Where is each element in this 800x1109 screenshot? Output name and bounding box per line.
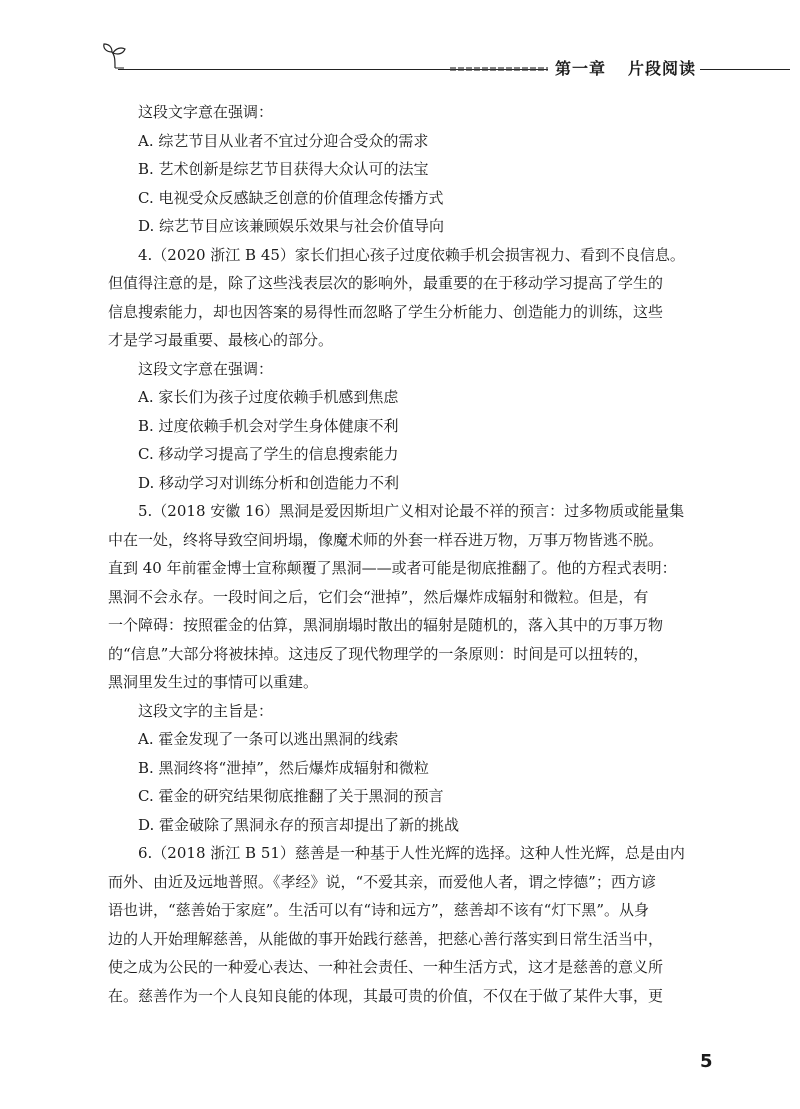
q5-block [108,497,700,839]
q4-line-3: 信息搜索能力，却也因答案的易得性而忽略了学生分析能力、创造能力的训练，这些 [108,302,664,321]
q6-line-6: 在。慈善作为一个人良知良能的体现，其最可贵的价值，不仅在于做了某件大事，更 [108,986,664,1005]
q6-line-2: 而外、由近及远地普照。《孝经》说，“不爱其亲，而爱他人者，谓之悖德”；西方谚 [108,872,656,891]
q5-option-c: C. 霍金的研究结果彻底推翻了关于黑洞的预言 [138,787,444,805]
q5-option-d: D. 霍金破除了黑洞永存的预言却提出了新的挑战 [138,815,460,834]
q4-option-d: D. 移动学习对训练分析和创造能力不利 [138,473,400,492]
q5-option-b: B. 黑洞终将“泄掉”，然后爆炸成辐射和微粒 [138,758,429,777]
header-rule-accent [450,67,548,71]
q4-line-2: 但值得注意的是，除了这些浅表层次的影响外，最重要的在于移动学习提高了学生的 [108,274,664,292]
q4-prompt: 这段文字意在强调： [138,359,274,378]
q5-prompt: 这段文字的主旨是： [138,701,274,720]
q5-line-5: 一个障碍：按照霍金的估算，黑洞崩塌时散出的辐射是随机的，落入其中的万事万物 [108,616,664,634]
header-rule-right [700,69,790,70]
q3-prompt: 这段文字意在强调： [138,103,274,121]
page-number: 5 [700,1051,713,1072]
q4-line-4: 才是学习最重要、最核心的部分。 [108,331,334,349]
q6-line-5: 使之成为公民的一种爱心表达、一种社会责任、一种生活方式，这才是慈善的意义所 [108,958,664,976]
q3-option-a: A. 综艺节目从业者不宜过分迎合受众的需求 [138,131,429,150]
sprout-icon [100,40,130,70]
chapter-label: 第一章 [555,59,607,78]
page-content [108,98,700,1010]
q4-option-b: B. 过度依赖手机会对学生身体健康不利 [138,416,399,435]
q5-line-1: 5.（2018 安徽 16）黑洞是爱因斯坦广义相对论最不祥的预言：过多物质或能量集 [138,502,685,520]
q5-line-6: 的“信息”大部分将被抹掉。这违反了现代物理学的一条原则：时间是可以扭转的， [108,644,649,663]
q6-line-4: 边的人开始理解慈善，从能做的事开始践行慈善，把慈心善行落实到日常生活当中， [108,929,664,948]
q4-line-1: 4.（2020 浙江 B 45）家长们担心孩子过度依赖手机会损害视力、看到不良信息。 [138,245,685,264]
q5-line-2: 中在一处，终将导致空间坍塌，像魔术师的外套一样吞进万物，万事万物皆逃不脱。 [108,530,664,549]
q3-option-b: B. 艺术创新是综艺节目获得大众认可的法宝 [138,160,429,178]
q3-block [108,98,700,241]
section-label: 片段阅读 [628,59,697,78]
q6-line-3: 语也讲，“慈善始于家庭”。生活可以有“诗和远方”，慈善却不该有“灯下黑”。从身 [108,901,650,919]
q4-option-c: C. 移动学习提高了学生的信息搜索能力 [138,445,399,463]
q5-option-a: A. 霍金发现了一条可以逃出黑洞的线索 [138,730,399,748]
q4-block [108,241,700,498]
q3-option-c: C. 电视受众反感缺乏创意的价值理念传播方式 [138,188,444,207]
q5-line-4: 黑洞不会永存。一段时间之后，它们会“泄掉”，然后爆炸成辐射和微粒。但是，有 [108,587,649,606]
q3-option-d: D. 综艺节目应该兼顾娱乐效果与社会价值导向 [138,217,445,235]
q6-block [108,839,700,1010]
q4-option-a: A. 家长们为孩子过度依赖手机感到焦虑 [138,388,399,406]
q6-line-1: 6.（2018 浙江 B 51）慈善是一种基于人性光辉的选择。这种人性光辉，总是由内 [138,844,685,862]
running-header [100,40,790,80]
q5-line-7: 黑洞里发生过的事情可以重建。 [108,673,319,691]
q5-line-3: 直到 40 年前霍金博士宣称颠覆了黑洞——或者可能是彻底推翻了。他的方程式表明： [108,559,677,577]
